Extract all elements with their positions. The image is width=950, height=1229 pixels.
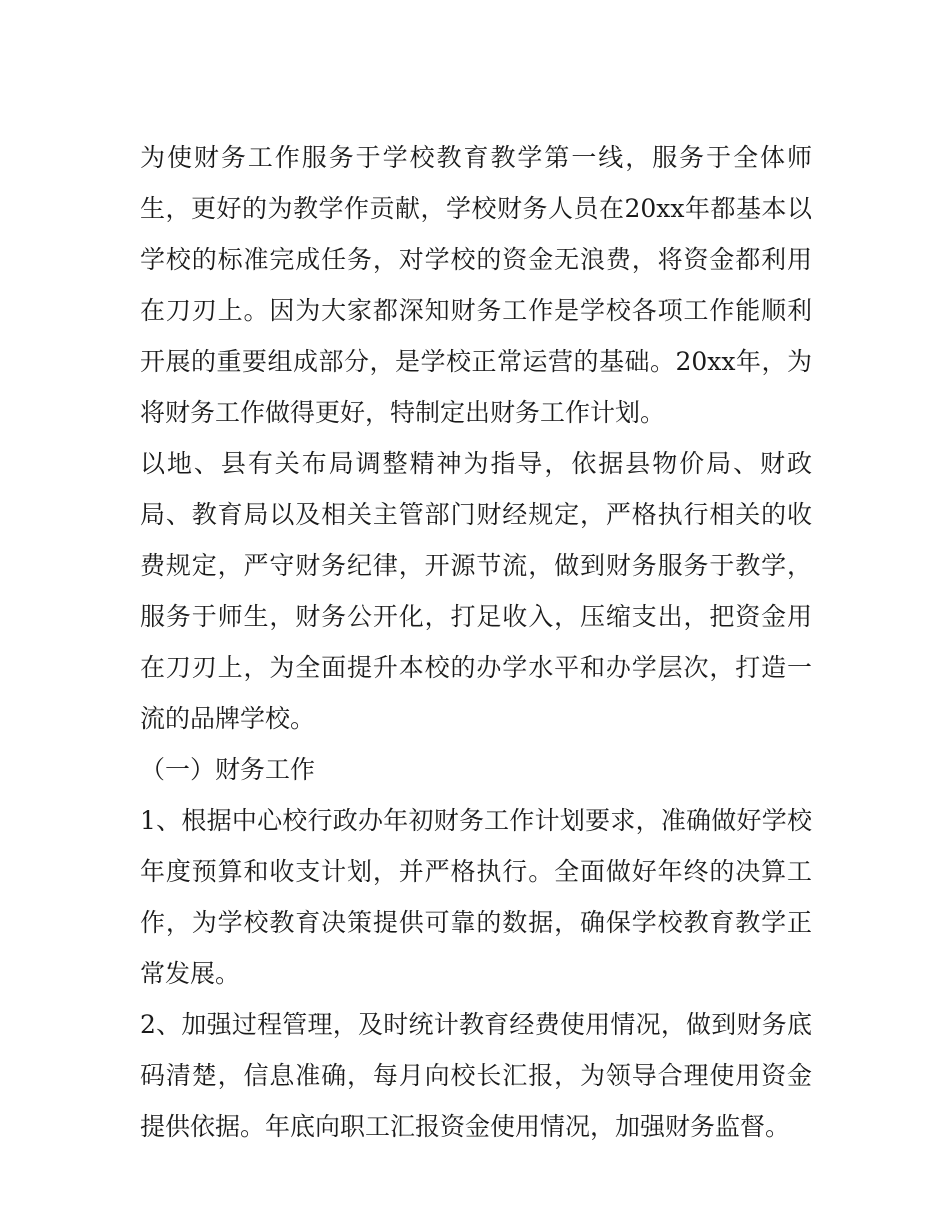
paragraph-item-1: 1、根据中心校行政办年初财务工作计划要求，准确做好学校年度预算和收支计划，并严格执行。全面做好年终的决算工作，为学校教育决策提供可靠的数据，确保学校教育教学正常发展。	[140, 806, 812, 988]
paragraph-item-2: 2、加强过程管理，及时统计教育经费使用情况，做到财务底码清楚，信息准确，每月向校长汇报，为领导合理使用资金提供依据。年底向职工汇报资金使用情况，加强财务监督。	[140, 1010, 812, 1141]
paragraph-intro: 为使财务工作服务于学校教育教学第一线，服务于全体师生，更好的为教学作贡献，学校财务人员在20xx年都基本以学校的标准完成任务，对学校的资金无浪费，将资金都利用在刀刃上。因为大家都深知财务工作是学校各项工作能顺利开展的重要组成部分，是学校正常运营的基础。20xx年，为将财务工作做得更好，特制定出财务工作计划。	[140, 143, 812, 427]
section-heading-finance-work: （一）财务工作	[140, 755, 316, 784]
document-body	[140, 132, 812, 1152]
paragraph-guideline: 以地、县有关布局调整精神为指导，依据县物价局、财政局、教育局以及相关主管部门财经规定，严格执行相关的收费规定，严守财务纪律，开源节流，做到财务服务于教学，服务于师生，财务公开化，打足收入，压缩支出，把资金用在刀刃上，为全面提升本校的办学水平和办学层次，打造一流的品牌学校。	[140, 449, 812, 733]
